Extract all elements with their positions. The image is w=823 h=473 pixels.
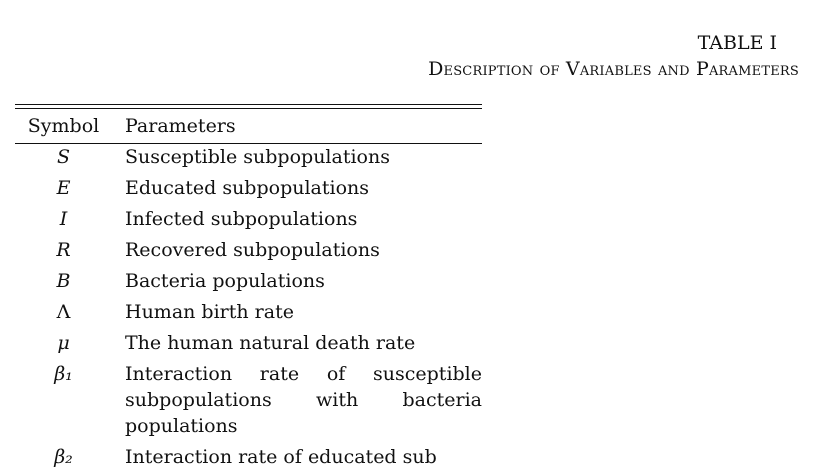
symbol-cell: E	[56, 177, 71, 199]
symbol-cell: R	[56, 239, 71, 261]
description-cell: Human birth rate	[125, 301, 294, 323]
table-row	[15, 266, 482, 297]
table-number: TABLE I	[697, 32, 777, 54]
symbol-cell: Λ	[56, 301, 71, 323]
header-symbol: Symbol	[27, 115, 100, 137]
variables-table	[15, 104, 482, 473]
description-cell: Educated subpopulations	[125, 177, 370, 199]
table-row	[15, 173, 482, 204]
header-parameters: Parameters	[125, 115, 236, 137]
description-cell: Bacteria populations	[125, 270, 325, 292]
table-row	[15, 204, 482, 235]
description-cell: The human natural death rate	[125, 332, 416, 354]
symbol-cell: β₁	[54, 363, 73, 385]
table-header-row	[15, 109, 482, 143]
table-row	[15, 235, 482, 266]
table-row	[15, 359, 482, 442]
table-caption	[428, 30, 799, 82]
description-cell: Interaction rate of susceptible subpopulations with bacteria populations	[125, 363, 482, 437]
table-row	[15, 297, 482, 328]
description-cell: Infected subpopulations	[125, 208, 358, 230]
symbol-cell: B	[56, 270, 71, 292]
symbol-cell: μ	[57, 332, 70, 354]
description-cell: Interaction rate of educated sub	[125, 446, 437, 468]
symbol-cell: S	[56, 146, 71, 168]
description-cell: Recovered subpopulations	[125, 239, 380, 261]
table-row	[15, 144, 482, 173]
symbol-cell: I	[59, 208, 68, 230]
description-cell: Susceptible subpopulations	[125, 146, 390, 168]
table-row	[15, 328, 482, 359]
table-title: Description of Variables and Parameters	[428, 58, 799, 80]
table-row	[15, 442, 482, 473]
symbol-cell: β₂	[54, 446, 73, 468]
